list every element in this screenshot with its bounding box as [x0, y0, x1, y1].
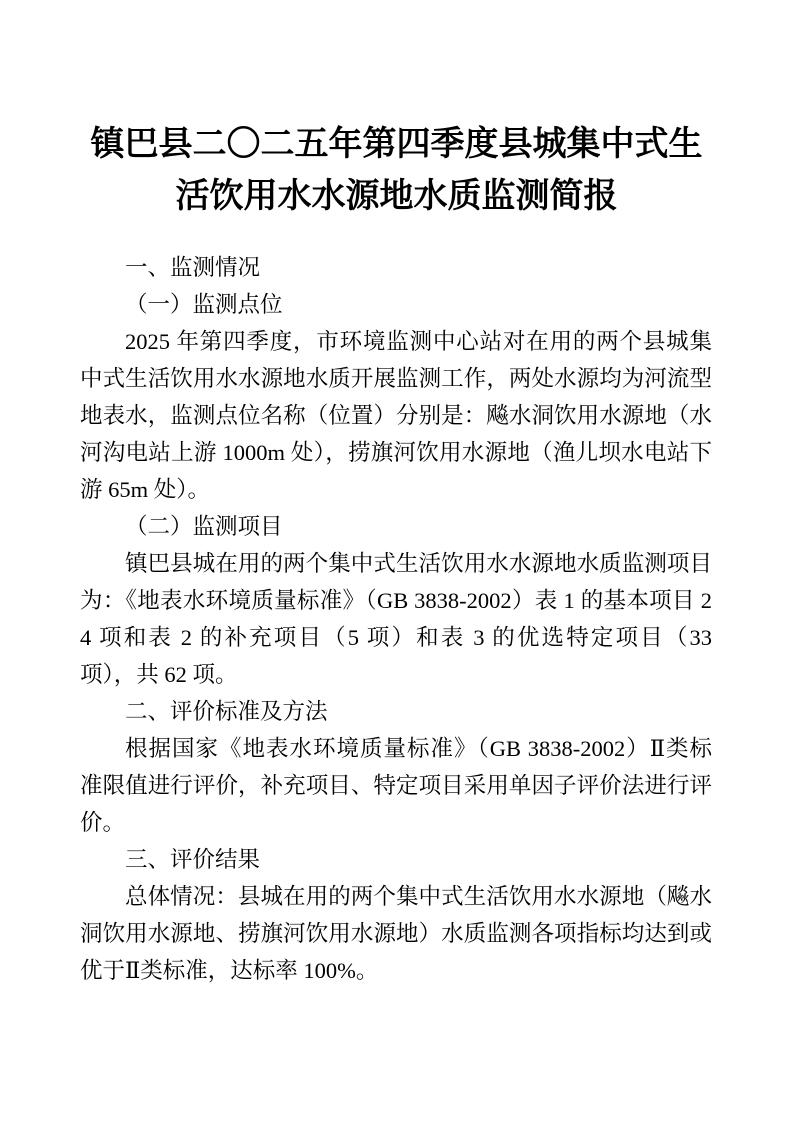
- paragraph: （一）监测点位: [125, 292, 283, 317]
- paragraph: 二、评价标准及方法: [125, 699, 328, 724]
- paragraph: 三、评价结果: [125, 847, 261, 872]
- document-body: [80, 249, 712, 989]
- paragraph: 总体情况：县城在用的两个集中式生活饮用水水源地（飚水洞饮用水源地、捞旗河饮用水源地）水质监测各项指标均达到或优于Ⅱ类标准，达标率 100%。: [80, 884, 712, 983]
- paragraph: 2025 年第四季度，市环境监测中心站对在用的两个县城集中式生活饮用水水源地水质开展监测工作，两处水源均为河流型地表水，监测点位名称（位置）分别是：飚水洞饮用水源地（水河沟电站上游 1000m 处），捞旗河饮用水源地（渔儿坝水电站下游 65m 处）。: [80, 329, 712, 502]
- paragraph: 根据国家《地表水环境质量标准》（GB 3838-2002）Ⅱ类标准限值进行评价，补充项目、特定项目采用单因子评价法进行评价。: [80, 736, 712, 835]
- paragraph: 镇巴县城在用的两个集中式生活饮用水水源地水质监测项目为：《地表水环境质量标准》（GB 3838-2002）表 1 的基本项目 24 项和表 2 的补充项目（5 项）和表 3 的优选特定项目（33 项），共 62 项。: [80, 551, 712, 687]
- document-title: 镇巴县二〇二五年第四季度县城集中式生活饮用水水源地水质监测简报: [90, 125, 703, 215]
- paragraph: （二）监测项目: [125, 514, 283, 539]
- paragraph: 一、监测情况: [125, 255, 261, 280]
